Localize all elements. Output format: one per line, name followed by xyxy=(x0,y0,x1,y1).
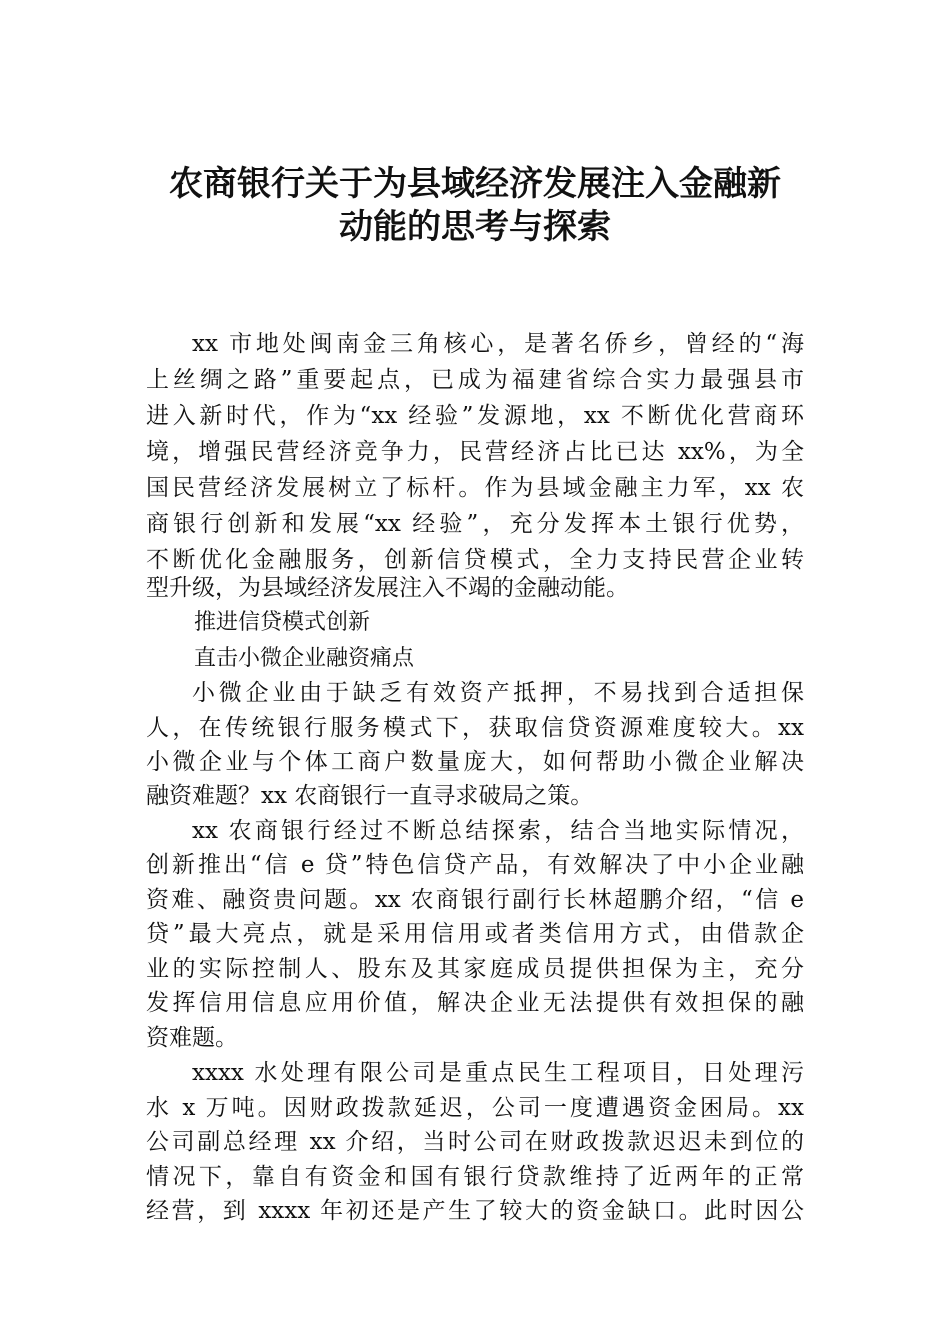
paragraph-1-line-4: 境，增强民营经济竞争力，民营经济占比已达 xx%，为全 xyxy=(146,439,804,465)
paragraph-4-line-5: 经营，到 xxxx 年初还是产生了较大的资金缺口。此时因公 xyxy=(146,1198,804,1224)
document-title-line-2: 动能的思考与探索 xyxy=(339,207,611,247)
paragraph-3-line-7: 资难题。 xyxy=(146,1025,238,1051)
paragraph-3-line-4: 贷”最大亮点，就是采用信用或者类信用方式，由借款企 xyxy=(146,921,804,947)
paragraph-1-line-3: 进入新时代，作为“xx 经验”发源地，xx 不断优化营商环 xyxy=(146,403,804,429)
paragraph-3-line-6: 发挥信用信息应用价值，解决企业无法提供有效担保的融 xyxy=(146,990,804,1016)
paragraph-2-line-1: 小微企业由于缺乏有效资产抵押，不易找到合适担保 xyxy=(192,680,804,706)
section-heading: 推进信贷模式创新 xyxy=(194,610,371,635)
paragraph-4-line-1: xxxx 水处理有限公司是重点民生工程项目，日处理污 xyxy=(192,1060,804,1086)
paragraph-2-line-2: 人，在传统银行服务模式下，获取信贷资源难度较大。xx xyxy=(146,715,804,741)
paragraph-4-line-4: 情况下，靠自有资金和国有银行贷款维持了近两年的正常 xyxy=(146,1164,804,1190)
paragraph-1-line-5: 国民营经济发展树立了标杆。作为县域金融主力军，xx 农 xyxy=(146,475,804,501)
paragraph-2-line-3: 小微企业与个体工商户数量庞大，如何帮助小微企业解决 xyxy=(146,749,804,775)
paragraph-4-line-2: 水 x 万吨。因财政拨款延迟，公司一度遭遇资金困局。xx xyxy=(146,1095,804,1121)
paragraph-1-line-7: 不断优化金融服务，创新信贷模式，全力支持民营企业转 xyxy=(146,547,804,573)
paragraph-2-line-4: 融资难题？xx 农商银行一直寻求破局之策。 xyxy=(146,783,594,809)
paragraph-1-line-2: 上丝绸之路”重要起点，已成为福建省综合实力最强县市 xyxy=(146,367,804,393)
paragraph-1-line-8: 型升级，为县域经济发展注入不竭的金融动能。 xyxy=(146,575,629,601)
subsection-heading: 直击小微企业融资痛点 xyxy=(194,646,415,671)
paragraph-3-line-1: xx 农商银行经过不断总结探索，结合当地实际情况， xyxy=(192,818,804,844)
paragraph-1-line-6: 商银行创新和发展“xx 经验”，充分发挥本土银行优势， xyxy=(146,511,804,537)
document-title-line-1: 农商银行关于为县域经济发展注入金融新 xyxy=(169,164,781,204)
paragraph-3-line-2: 创新推出“信 e 贷”特色信贷产品，有效解决了中小企业融 xyxy=(146,852,804,878)
paragraph-4-line-3: 公司副总经理 xx 介绍，当时公司在财政拨款迟迟未到位的 xyxy=(146,1129,804,1155)
paragraph-3-line-3: 资难、融资贵问题。xx 农商银行副行长林超鹏介绍，“信 e xyxy=(146,887,804,913)
paragraph-3-line-5: 业的实际控制人、股东及其家庭成员提供担保为主，充分 xyxy=(146,956,804,982)
paragraph-1-line-1: xx 市地处闽南金三角核心，是著名侨乡，曾经的“海 xyxy=(192,331,804,357)
